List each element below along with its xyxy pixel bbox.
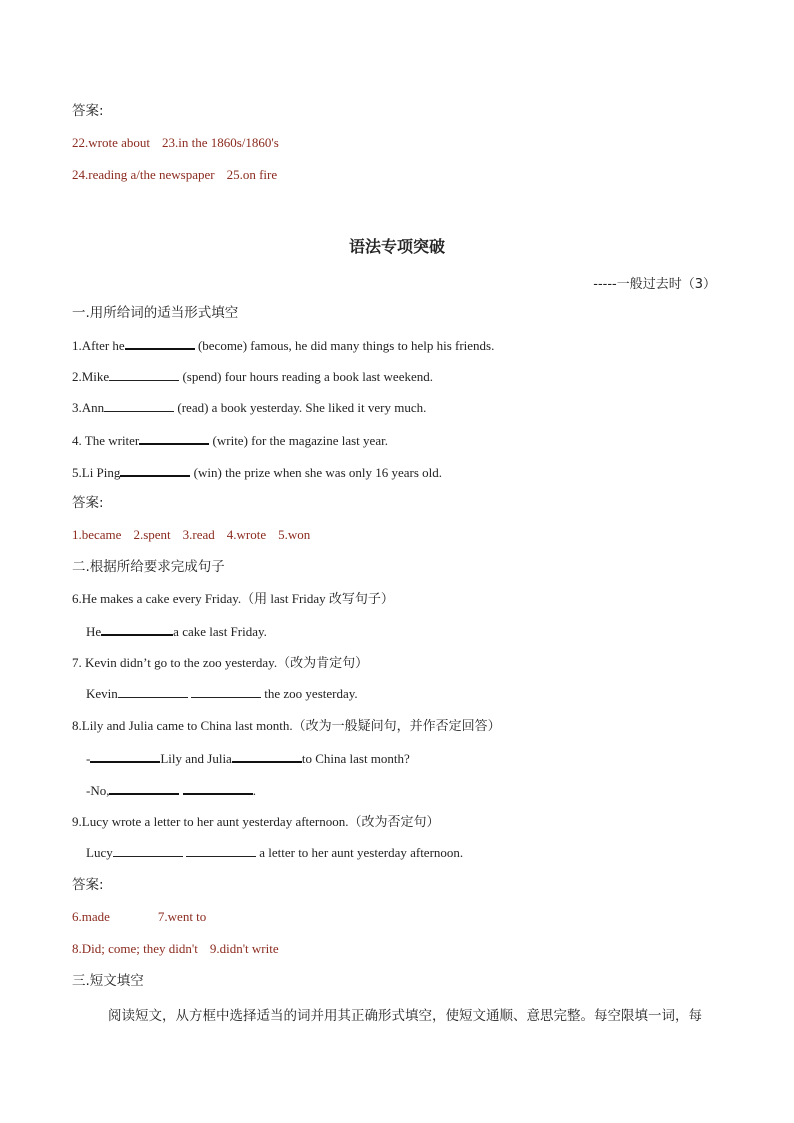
answer-blank[interactable] — [118, 686, 188, 698]
answer-blank[interactable] — [186, 845, 256, 857]
answer-25: 25.on fire — [226, 167, 278, 182]
section1-heading: 一.用所给词的适当形式填空 — [72, 305, 239, 321]
section2-answer-label: 答案: — [72, 877, 104, 893]
answer-2: 2.spent — [133, 527, 171, 542]
section3-instruction: 阅读短文，从方框中选择适当的词并用其正确形式填空，使短文通顺、意思完整。每空限填一词，每 — [108, 1008, 702, 1024]
question-2-text: (spend) four hours reading a book last weekend. — [179, 369, 433, 384]
question-7: 7. Kevin didn’t go to the zoo yesterday.（改为肯定句） — [72, 655, 369, 670]
question-2-prefix: 2.Mike — [72, 369, 110, 384]
q6-suffix: a cake last Friday. — [173, 624, 267, 639]
page-title: 语法专项突破 — [348, 237, 445, 256]
answer-blank[interactable] — [183, 782, 253, 795]
section2-answers-line-2 — [72, 941, 279, 957]
question-4-text: (write) for the magazine last year. — [209, 433, 388, 448]
q7-prefix: Kevin — [86, 686, 118, 701]
question-8-answer-line-2 — [86, 782, 256, 799]
answer-blank[interactable] — [232, 750, 302, 763]
answer-22: 22.wrote about — [72, 135, 150, 150]
q8-prefix: - — [86, 751, 91, 766]
q9-prefix: Lucy — [86, 845, 113, 860]
q8b-suffix: . — [252, 783, 256, 798]
question-4 — [72, 432, 388, 449]
answer-24: 24.reading a/the newspaper — [72, 167, 215, 182]
answer-blank[interactable] — [90, 750, 160, 763]
answer-blank[interactable] — [101, 623, 173, 636]
question-2 — [72, 369, 433, 385]
section1-answer-label: 答案: — [72, 495, 104, 511]
question-6: 6.He makes a cake every Friday.（用 last Friday 改写句子） — [72, 591, 394, 606]
section1-answers — [72, 527, 310, 543]
answer-8: 8.Did; come; they didn't — [72, 941, 198, 956]
question-8: 8.Lily and Julia came to China last month.（改为一般疑问句，并作否定回答） — [72, 718, 501, 733]
question-3-text: (read) a book yesterday. She liked it very much. — [174, 400, 427, 415]
question-1 — [72, 337, 494, 354]
q7-suffix: the zoo yesterday. — [261, 686, 358, 701]
answer-9: 9.didn't write — [209, 941, 279, 956]
answer-1: 1.became — [72, 527, 122, 542]
question-4-prefix: 4. The writer — [72, 433, 140, 448]
question-3 — [72, 400, 426, 416]
answer-5: 5.won — [278, 527, 311, 542]
answer-3: 3.read — [182, 527, 215, 542]
section2-answers-line-1 — [72, 909, 206, 925]
question-5-prefix: 5.Li Ping — [72, 465, 121, 480]
answer-line-top-1 — [72, 135, 279, 151]
question-1-text: (become) famous, he did many things to help his friends. — [194, 338, 495, 353]
question-5 — [72, 464, 442, 481]
answer-blank[interactable] — [109, 782, 179, 795]
answer-blank[interactable] — [191, 686, 261, 698]
answer-23: 23.in the 1860s/1860's — [161, 135, 279, 150]
answer-blank[interactable] — [109, 369, 179, 381]
question-9: 9.Lucy wrote a letter to her aunt yesterday afternoon.（改为否定句） — [72, 814, 440, 829]
page-subtitle: -----一般过去时（3） — [593, 277, 716, 292]
answer-blank[interactable] — [139, 432, 209, 445]
answer-blank[interactable] — [125, 337, 195, 350]
question-8-answer-line-1 — [86, 750, 410, 767]
answer-blank[interactable] — [104, 400, 174, 412]
question-3-prefix: 3.Ann — [72, 400, 105, 415]
question-1-prefix: 1.After he — [72, 338, 125, 353]
question-9-answer-line — [86, 845, 463, 861]
question-7-answer-line — [86, 686, 358, 702]
section2-heading: 二.根据所给要求完成句子 — [72, 559, 225, 575]
answer-6: 6.made — [72, 909, 110, 924]
answer-blank[interactable] — [113, 845, 183, 857]
answer-7: 7.went to — [157, 909, 207, 924]
answer-label-top: 答案: — [72, 103, 104, 119]
q8-middle: Lily and Julia — [160, 751, 232, 766]
q9-suffix: a letter to her aunt yesterday afternoon. — [255, 845, 464, 860]
answer-line-top-2 — [72, 167, 277, 183]
q8b-prefix: -No, — [86, 783, 110, 798]
answer-4: 4.wrote — [226, 527, 267, 542]
section3-heading: 三.短文填空 — [72, 973, 144, 989]
answer-blank[interactable] — [120, 464, 190, 477]
q6-prefix: He — [86, 624, 102, 639]
question-5-text: (win) the prize when she was only 16 years old. — [190, 465, 443, 480]
q8-suffix: to China last month? — [301, 751, 410, 766]
question-6-answer-line — [86, 623, 267, 640]
